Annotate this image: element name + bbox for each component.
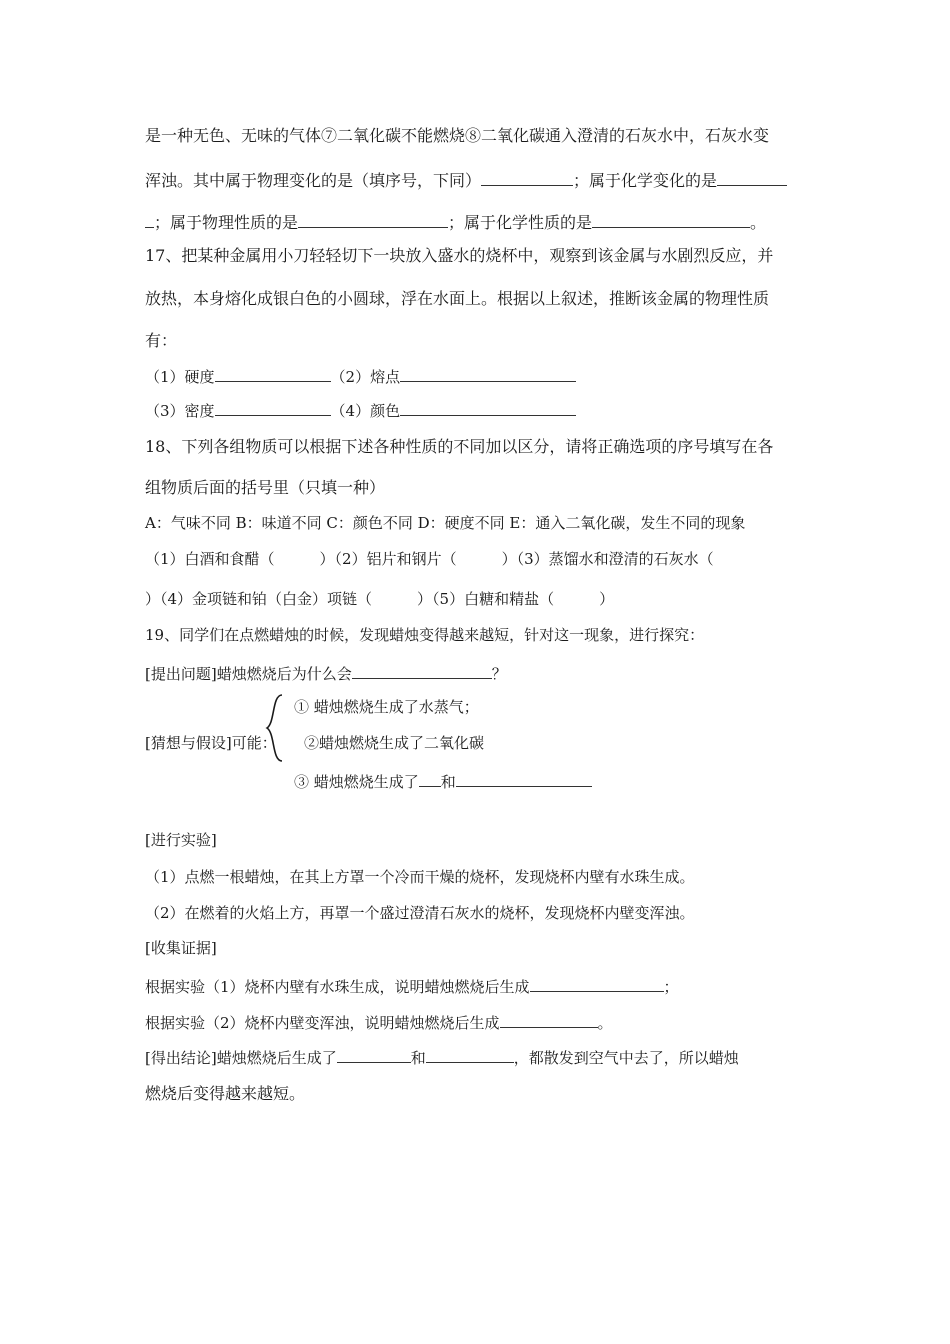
q19-hypothesis-blank-1[interactable] <box>419 772 441 787</box>
q16-chemical-change-blank[interactable] <box>717 171 787 186</box>
q19-hypothesis-3 <box>294 772 592 790</box>
q17-line-2: 放热，本身熔化成银白色的小圆球，浮在水面上。根据以上叙述，推断该金属的物理性质 <box>145 289 770 308</box>
q17-row-1 <box>145 367 576 385</box>
q19-conclusion-rest: ，都散发到空气中去了，所以蜡烛 <box>513 1049 739 1067</box>
q19-question-label: [提出问题]蜡烛燃烧后为什么会 <box>145 665 352 683</box>
q17-melting-point-label: （2）熔点 <box>330 368 401 386</box>
q17-row-2 <box>145 401 576 419</box>
q19-question <box>145 664 507 682</box>
q18-line-2: 组物质后面的括号里（只填一种） <box>145 478 386 497</box>
q18-row-1: （1）白酒和食醋（ ）（2）铝片和钢片（ ）（3）蒸馏水和澄清的石灰水（ <box>145 550 714 568</box>
q19-evidence-title: [收集证据] <box>145 939 217 957</box>
q16-physical-property-label: ；属于物理性质的是 <box>154 213 299 232</box>
q16-chemical-change-label: ；属于化学变化的是 <box>573 171 718 190</box>
q16-physical-change-label: 浑浊。其中属于物理变化的是（填序号，下同） <box>145 171 482 190</box>
q19-evidence-1-end: ； <box>663 978 679 996</box>
q19-intro: 19、同学们在点燃蜡烛的时候，发现蜡烛变得越来越短，针对这一现象，进行探究： <box>145 626 705 644</box>
q16-chemical-property-label: ；属于化学性质的是 <box>448 213 593 232</box>
q17-line-1: 17、把某种金属用小刀轻轻切下一块放入盛水的烧杯中，观察到该金属与水剧烈反应，并 <box>145 246 774 265</box>
q19-conclusion-line-2: 燃烧后变得越来越短。 <box>145 1084 306 1103</box>
q17-line-3: 有： <box>145 331 178 350</box>
q19-evidence-1 <box>145 977 679 995</box>
q16-line-1: 是一种无色、无味的气体⑦二氧化碳不能燃烧⑧二氧化碳通入澄清的石灰水中，石灰水变 <box>145 126 770 145</box>
q19-conclusion-blank-2[interactable] <box>426 1048 514 1063</box>
q16-line-3 <box>145 213 766 231</box>
q19-evidence-2 <box>145 1013 613 1031</box>
q19-hypothesis-label: [猜想与假设]可能： <box>145 734 277 752</box>
curly-brace-icon <box>264 693 286 763</box>
q19-hypothesis-blank-2[interactable] <box>456 772 592 787</box>
q19-conclusion-and: 和 <box>410 1049 426 1067</box>
q19-experiment-title: [进行实验] <box>145 831 217 849</box>
q16-physical-change-blank[interactable] <box>481 171 573 186</box>
q17-density-label: （3）密度 <box>145 402 215 420</box>
q18-options: A：气味不同 B：味道不同 C：颜色不同 D：硬度不同 E：通入二氧化碳，发生不同的现象 <box>145 514 746 532</box>
q19-conclusion-label: [得出结论]蜡烛燃烧后生成了 <box>145 1049 337 1067</box>
q19-hypothesis-1: ① 蜡烛燃烧生成了水蒸气； <box>294 698 479 716</box>
q17-hardness-label: （1）硬度 <box>145 368 215 386</box>
q19-experiment-2: （2）在燃着的火焰上方，再罩一个盛过澄清石灰水的烧杯，发现烧杯内壁变浑浊。 <box>145 904 695 922</box>
q16-chemical-property-blank[interactable] <box>592 213 750 228</box>
q19-hypothesis-3-and: 和 <box>440 773 456 791</box>
q19-evidence-2-label: 根据实验（2）烧杯内壁变浑浊，说明蜡烛燃烧后生成 <box>145 1014 500 1032</box>
q16-physical-property-blank[interactable] <box>298 213 448 228</box>
q18-line-1: 18、下列各组物质可以根据下述各种性质的不同加以区分，请将正确选项的序号填写在各 <box>145 437 774 456</box>
q17-density-blank[interactable] <box>215 401 331 416</box>
q17-color-blank[interactable] <box>400 401 576 416</box>
q19-conclusion-line-1 <box>145 1048 739 1066</box>
q19-evidence-1-blank[interactable] <box>530 977 664 992</box>
q17-hardness-blank[interactable] <box>215 367 331 382</box>
q19-question-blank[interactable] <box>352 664 492 679</box>
q17-melting-point-blank[interactable] <box>400 367 576 382</box>
q19-hypothesis-2: ②蜡烛燃烧生成了二氧化碳 <box>304 734 485 752</box>
q19-evidence-2-end: 。 <box>597 1014 613 1032</box>
q16-period: 。 <box>750 213 767 232</box>
q19-evidence-1-label: 根据实验（1）烧杯内壁有水珠生成，说明蜡烛燃烧后生成 <box>145 978 530 996</box>
q16-chemical-change-blank-cont[interactable] <box>145 213 154 228</box>
q19-hypothesis-3-label: ③ 蜡烛燃烧生成了 <box>294 773 419 791</box>
q19-experiment-1: （1）点燃一根蜡烛，在其上方罩一个冷而干燥的烧杯，发现烧杯内壁有水珠生成。 <box>145 868 695 886</box>
q19-conclusion-blank-1[interactable] <box>337 1048 411 1063</box>
q19-question-mark: ？ <box>491 665 507 683</box>
q16-line-2 <box>145 171 787 189</box>
q17-color-label: （4）颜色 <box>330 402 401 420</box>
q19-evidence-2-blank[interactable] <box>500 1013 598 1028</box>
q18-row-2: ）（4）金项链和铂（白金）项链（ ）（5）白糖和精盐（ ） <box>145 590 615 608</box>
